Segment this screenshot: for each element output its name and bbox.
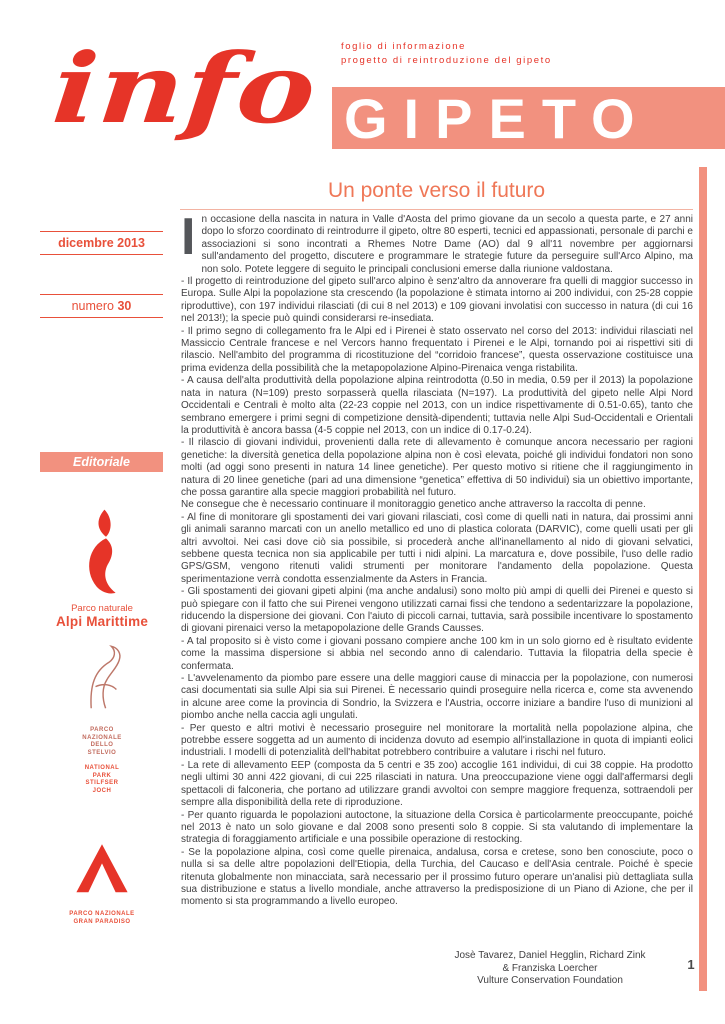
article-paragraph: - Il progetto di reintroduzione del gipeto sull'arco alpino è senz'altro da annoverare fra quelli di maggior successo in Europa. Sulle Alpi la popolazione sta crescendo (la popolazione è stimata intorno ai 200 individui, con 25-28 coppie riproduttive), con 197 individui rilasciati (di cui 8 nel 2013) e 109 giovani involatisi con successo in natura (di cui 16 nel 2013!); la specie può quindi considerarsi re-insediata. bbox=[181, 276, 693, 325]
tagline-line-2: progetto di reintroduzione del gipeto bbox=[341, 55, 552, 66]
authors-line-1: Josè Tavarez, Daniel Hegglin, Richard Zink bbox=[454, 950, 646, 961]
article-paragraph: Ne consegue che è necessario continuare il monitoraggio genetico anche attraverso la raccolta di penne. bbox=[181, 499, 646, 511]
issue-number: 30 bbox=[117, 299, 132, 313]
gran-paradiso-caption-line: PARCO NAZIONALE bbox=[69, 911, 135, 917]
article-paragraph: - Gli spostamenti dei giovani gipeti alpini (ma anche andalusi) sono molto più ampi di quelli dei Pirenei e questo si può spiegare con il fatto che sui Pirenei vengono utilizzati carnai fissi che tendono a sedentarizzare la popolazione, riducendo la dispersione dei giovani. Con l'aiuto di piccoli carnai, tuttavia, sarà possibile incentivare lo spostamento di giovani pirenaici verso la metapopolazione delle Grands Causses. bbox=[181, 586, 693, 635]
article-paragraph: - L'avvelenamento da piombo pare essere una delle maggiori cause di minaccia per la popolazione, con numerosi casi documentati sia sulle Alpi sia sui Pirenei. È necessario quindi proseguire nella ricerca e, come sta avvenendo in alcune aree come la provincia di Sondrio, la Svizzera e l'Austria, occorre iniziare a bandire l'uso di munizioni al piombo anche nella caccia agli ungulati. bbox=[181, 673, 693, 722]
stelvio-bird-icon bbox=[67, 642, 137, 714]
logo-parco-alpi-marittime bbox=[48, 508, 156, 629]
stelvio-caption-line: JOCH bbox=[92, 787, 112, 794]
article-paragraph: - La rete di allevamento EEP (composta da 5 centri e 35 zoo) accoglie 161 individui, di cui 38 coppie. Ha prodotto negli ultimi 30 anni 422 giovani, di cui 225 rilasciati in natura. Una preoccupazione viene oggi dall'affermarsi degli spettacoli di falconeria, che portano ad utilizzare grandi avvoltoi con sempre maggiore frequenza, sottraendoli per sempre alla disponibilità della rete di riproduzione. bbox=[181, 759, 693, 809]
tagline-line-1: foglio di informazione bbox=[341, 41, 466, 52]
stelvio-caption-line: STILFSER bbox=[85, 780, 119, 786]
stelvio-caption-line: STELVIO bbox=[87, 749, 117, 756]
dropcap-letter: I bbox=[181, 214, 196, 266]
logo-caption-alpi-marittime: Alpi Marittime bbox=[55, 614, 149, 629]
stelvio-caption-line: NAZIONALE bbox=[82, 734, 122, 741]
gran-paradiso-caption bbox=[50, 911, 154, 926]
authors-credit bbox=[410, 950, 690, 988]
article-paragraph: - Per questo e altri motivi è necessario proseguire nel monitorare la mortalità nella popolazione alpina, che potrebbe essere soggetta ad un aumento di incidenza dovuto ad esempio all'installazione in quota di impianti eolici industriali. I modelli di potenzialità dell'habitat potrebbero contribuire a valutare i rischi nel futuro. bbox=[181, 722, 693, 759]
logo-caption-parco-naturale: Parco naturale bbox=[71, 603, 133, 614]
issue-number-label bbox=[40, 294, 163, 318]
authors-line-3: Vulture Conservation Foundation bbox=[477, 975, 623, 986]
article-paragraph: - Al fine di monitorare gli spostamenti dei vari giovani rilasciati, così come di quelli nati in natura, dai prossimi anni gli animali saranno marcati con un anello metallico ed uno di plastica colorata (DARVIC), come quelli usati per gli altri avvoltoi. Nei casi dove ciò sia possibile, si procederà anche all'inanellamento al nido di giovani selvatici, sebbene questa tecnica non sia applicabile per tutti i nidi alpini. La marcatura e, dove possibile, l'uso delle radio GPS/GSM, vengono ritenuti validi strumenti per monitorare l'andamento della popolazione. Questa sperimentazione verrà condotta essenzialmente da Asters in Francia. bbox=[181, 511, 693, 585]
article-paragraph: - A tal proposito si è visto come i giovani possano compiere anche 100 km in un solo giorno ed è risultato evidente come la massima dispersione si abbia nel secondo anno di calendario. Tuttavia la filopatria della specie è confermata. bbox=[181, 635, 693, 672]
issue-prefix: numero bbox=[71, 299, 114, 313]
article-paragraphs bbox=[181, 276, 693, 909]
stelvio-caption-line: DELLO bbox=[90, 742, 114, 748]
page-number: 1 bbox=[687, 957, 695, 972]
gran-paradiso-caption-line: GRAN PARADISO bbox=[73, 918, 131, 925]
logo-parco-stelvio bbox=[50, 642, 154, 795]
issue-date-label: dicembre 2013 bbox=[40, 231, 163, 255]
article-paragraph: - Il rilascio di giovani individui, provenienti dalla rete di allevamento è comunque ancora necessario per ragioni genetiche: la diversità genetica della popolazione alpina non è così elevata, poiché gli individui fondatori non sono molti (ad oggi sono presenti in natura 14 linee genetiche). Per questo motivo si ritiene che il raggiungimento in natura di 20 linee genetiche (pari ad una dimensione “genetica” effettiva di 50 individui) sia un obiettivo importante, che possa garantire alla specie maggiori probabilità nel futuro. bbox=[181, 437, 693, 498]
article-body bbox=[181, 214, 693, 954]
authors-line-2: & Franziska Loercher bbox=[502, 962, 598, 974]
article-first-paragraph bbox=[181, 214, 693, 276]
stelvio-caption-line: PARCO bbox=[90, 727, 114, 733]
article-paragraph: - A causa dell'alta produttività della popolazione alpina reintrodotta (0.50 in media, 0.59 per il 2013) la popolazione nata in natura (N=109) presto sorpasserà quella rilasciata (N=197). La produttività del gipeto nelle Alpi Nord Occidentali e Centrali è molto alta (22-23 coppie nel 2013, con un indice rispettivamente di 0.51-0.65), tanto che sembrano emergere i primi segni di competizione densità-dipendenti; tuttavia nelle Alpi Sud-Occidentali e Orientali la produttività è ancora bassa (4-5 coppie nel 2013, con un indice di 0.17-0.24). bbox=[181, 375, 693, 436]
title-rule bbox=[180, 209, 693, 210]
first-paragraph-text: n occasione della nascita in natura in Valle d'Aosta del primo giovane da un secolo a questa parte, e 27 anni dopo lo sforzo coordinato di reintrodurre il gipeto, oltre 80 esperti, tecnici ed appassionati, personale di parchi e associazioni si sono incontrati a Rhemes Notre Dame (AO) dal 9 all'11 novembre per aggiornarsi sull'andamento del progetto, discutere e programmare le strategie future da perseguire sull'Arco Alpino, ma non solo. Potete leggere di seguito le principali conclusioni emerse dalla riunione valdostana. bbox=[201, 214, 693, 275]
page-title: Un ponte verso il futuro bbox=[327, 179, 546, 202]
info-logo: info bbox=[48, 32, 322, 145]
stelvio-caption-line: PARK bbox=[92, 772, 112, 779]
article-paragraph: - Per quanto riguarda le popolazioni autoctone, la situazione della Corsica è particolarmente preoccupante, poiché nel 2013 è nato un solo giovane e dal 2008 sono presenti solo 8 coppie. Si sta valutando di implementare la strategia di foraggiamento artificiale e una possibile operazione di restocking. bbox=[181, 809, 693, 846]
article-paragraph: - Il primo segno di collegamento fra le Alpi ed i Pirenei è stato osservato nel corso del 2013: individui rilasciati nel Massiccio Centrale francese e nel Vercors hanno frequentato i Pirenei e le Alpi, tornando poi ai rispettivi siti di rilascio. Nell'ambito del programma di ricostituzione del “corridoio francese”, questa osservazione costituisce una prima evidenza della possibilità che la metapopolazione Alpino-Pirenaica venga ristabilita. bbox=[181, 325, 693, 374]
alpi-marittime-bird-icon bbox=[62, 508, 142, 596]
article-paragraph: - Se la popolazione alpina, così come quelle pirenaica, andalusa, corsa e cretese, sono ben conosciute, poco o nulla si sa delle altre popolazioni dell'Etiopia, della Turchia, del Caucaso e dell'Asia centrale. Poiché è specie ritenuta globalmente non minacciata, sarà necessario per il prossimo futuro operare un'analisi più dettagliata sulla sua distribuzione e status a livello mondiale, anche attraverso la predisposizione di un Piano di Azione, che per il momento si sta programmando a livello europeo. bbox=[181, 846, 693, 908]
right-edge-strip bbox=[699, 167, 707, 991]
stelvio-caption-it bbox=[50, 727, 154, 757]
stelvio-caption-de bbox=[50, 765, 154, 795]
masthead-title: GIPETO bbox=[344, 87, 651, 150]
logo-parco-gran-paradiso bbox=[50, 840, 154, 926]
gran-paradiso-triangle-icon bbox=[70, 840, 134, 898]
stelvio-caption-line: NATIONAL bbox=[84, 765, 120, 771]
section-label-editoriale: Editoriale bbox=[40, 452, 163, 472]
